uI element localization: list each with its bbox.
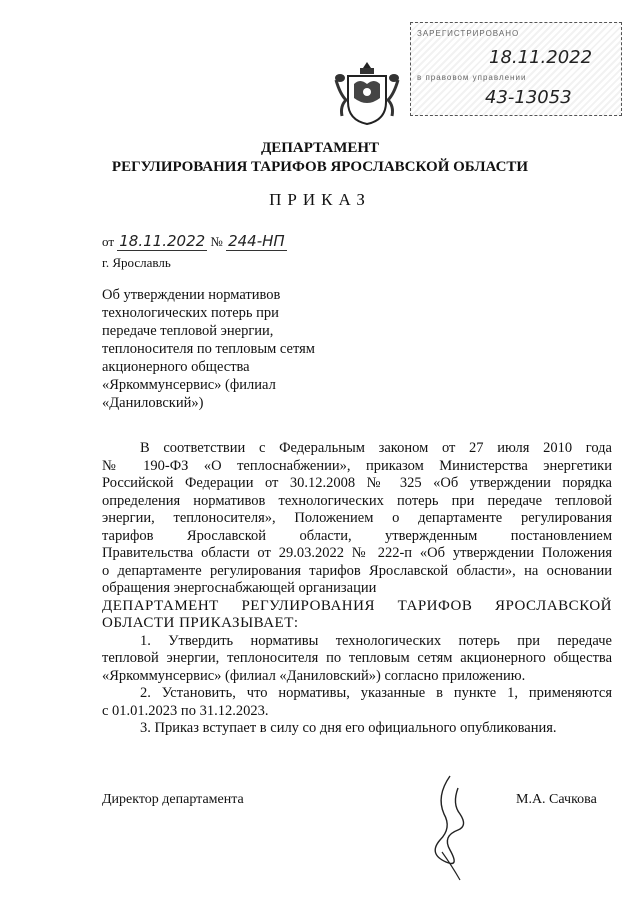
preamble-line: о департаменте регулирования тарифов Ярославской области», на основании (102, 562, 612, 579)
preamble-line: определения нормативов технологических потерь при передаче тепловой (102, 492, 612, 509)
handwritten-signature-icon (420, 772, 480, 882)
preamble-last-line: обращения энергоснабжающей организации (102, 580, 377, 596)
subject-line: акционерного общества (102, 359, 250, 375)
preamble-line: Правительства области от 29.03.2022 № 222-п «Об утверждении Положения (102, 545, 612, 561)
subject-line: теплоносителя по тепловым сетям (102, 341, 315, 357)
number-label: № (210, 234, 223, 249)
item-2-line: 2. Установить, что нормативы, указанные в пункте 1, применяются (140, 685, 612, 701)
body-preamble (102, 440, 612, 738)
stamp-subtitle: в правовом управлении (417, 73, 527, 82)
item-2-last-line: с 01.01.2023 по 31.12.2023. (102, 702, 269, 719)
decree-line2: ОБЛАСТИ ПРИКАЗЫВАЕТ: (102, 615, 299, 631)
item-3-line: 3. Приказ вступает в силу со дня его официального опубликования. (140, 720, 557, 736)
preamble-line: № 190-ФЗ «О теплоснабжении», приказом Министерства энергетики (102, 457, 612, 474)
item-1-line: тепловой энергии, теплоносителя по тепловым сетям акционерного общества (102, 650, 612, 666)
preamble-line: энергии, теплоносителя», Положением о департаменте регулирования (102, 510, 612, 526)
item-1-last-line: «Яркоммунсервис» (филиал «Даниловский») согласно приложению. (102, 667, 526, 684)
item-1-line: 1. Утвердить нормативы технологических потерь при передаче (140, 632, 612, 649)
stamp-header: ЗАРЕГИСТРИРОВАНО (417, 29, 520, 38)
signature-position: Директор департамента (102, 792, 244, 807)
decree-line1: ДЕПАРТАМЕНТ РЕГУЛИРОВАНИЯ ТАРИФОВ ЯРОСЛАВСКОЙ (102, 597, 612, 614)
subject-line: передаче тепловой энергии, (102, 323, 274, 339)
registration-stamp (410, 22, 622, 116)
subject-line: «Даниловский») (102, 395, 204, 411)
preamble-line: В соответствии с Федеральным законом от 27 июля 2010 года (140, 440, 612, 456)
subject-line: «Яркоммунсервис» (филиал (102, 377, 276, 393)
coat-of-arms-icon (330, 58, 404, 128)
preamble-line: Российской Федерации от 30.12.2008 № 325 «Об утверждении порядка (102, 475, 612, 491)
department-title-line2: РЕГУЛИРОВАНИЯ ТАРИФОВ ЯРОСЛАВСКОЙ ОБЛАСТИ (111, 159, 529, 175)
document-number: 244-НП (228, 232, 285, 250)
stamp-number: 43-13053 (485, 87, 572, 108)
document-date-line (102, 232, 287, 250)
subject-block (102, 286, 352, 412)
department-title-line1: ДЕПАРТАМЕНТ (260, 140, 380, 156)
document-date: 18.11.2022 (119, 232, 206, 250)
document-type: ПРИКАЗ (269, 190, 371, 209)
subject-line: Об утверждении нормативов (102, 287, 281, 303)
stamp-date: 18.11.2022 (489, 47, 593, 68)
from-label: от (102, 234, 115, 249)
city: г. Ярославль (102, 255, 171, 270)
preamble-line: тарифов Ярославской области, утвержденным постановлением (102, 527, 612, 544)
signatory-name: М.А. Сачкова (516, 792, 597, 807)
subject-line: технологических потерь при (102, 305, 279, 321)
